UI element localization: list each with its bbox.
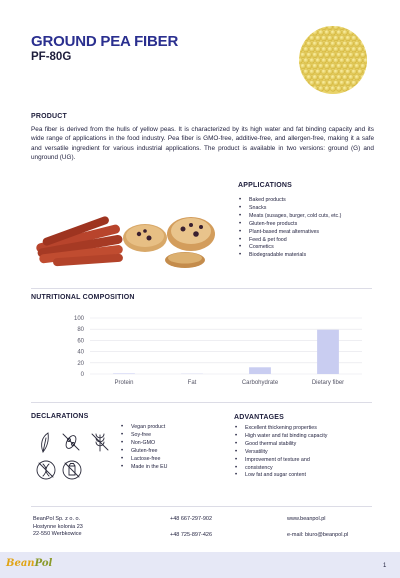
website-link[interactable]: www.beanpol.pl — [287, 516, 326, 522]
chart-bar — [249, 367, 271, 374]
company-name: BeanPol Sp. z o. o. — [33, 516, 81, 522]
list-item: • Lactose-free — [121, 456, 168, 464]
list-item: • Vegan product — [121, 424, 168, 432]
list-item: • Versatility — [235, 449, 327, 457]
section-divider — [31, 402, 372, 403]
nutrition-bar-chart — [42, 308, 372, 394]
list-item: • Snacks — [239, 205, 341, 213]
product-description: Pea fiber is derived from the hulls of yellow peas. It is characterized by its high water and fat binding capacity and its wide range of applications in the food industry. Pea fiber is GMO-free, additive-free, and allergen-free, making it a safe and versatile ingredient for various industrial applications. The product is available in two versions: ground (G) and unground (UG). — [31, 126, 374, 162]
lactose-free-icon — [63, 461, 81, 479]
company-address — [33, 516, 83, 539]
y-tick-label: 20 — [77, 360, 84, 367]
chart-bar — [317, 330, 339, 374]
x-tick-label: Fat — [187, 380, 197, 386]
declarations-heading: DECLARATIONS — [31, 413, 89, 420]
x-tick-label: Protein — [114, 380, 134, 386]
non-gmo-icon — [37, 461, 55, 479]
list-item: • Good thermal stability — [235, 441, 327, 449]
y-tick-label: 80 — [77, 327, 84, 334]
phone-1[interactable]: +48 667-297-902 — [170, 516, 213, 522]
page-number: 1 — [383, 563, 387, 569]
leaf-icon — [42, 433, 49, 452]
list-item: • Gluten-free products — [239, 221, 341, 229]
list-item: • Gluten-free — [121, 448, 168, 456]
company-city: 22-550 Werbkowice — [33, 531, 82, 537]
list-item: • High water and fat binding capacity — [235, 433, 327, 441]
sausages-illustration — [35, 215, 123, 266]
beanpol-logo — [6, 558, 52, 569]
declarations-list — [121, 424, 168, 471]
list-item: • Improvement of texture and — [235, 457, 327, 465]
y-tick-label: 100 — [73, 316, 84, 322]
list-item: • Feed & pet food — [239, 237, 341, 245]
section-divider — [31, 506, 372, 507]
list-item: • Biodegradable materials — [239, 252, 341, 260]
list-item: • Plant-based meat alternatives — [239, 229, 341, 237]
product-heading: PRODUCT — [31, 113, 68, 120]
list-item: • Cosmetics — [239, 244, 341, 252]
y-tick-label: 0 — [80, 372, 84, 378]
company-street: Hostynne kolonia 23 — [33, 523, 83, 530]
x-tick-label: Carbohydrate — [241, 380, 279, 386]
gluten-free-icon — [92, 434, 108, 451]
yellow-peas-image — [297, 24, 369, 96]
list-item: • consistency — [235, 465, 327, 473]
list-item: • Excellent thickening properties — [235, 425, 327, 433]
section-divider — [31, 288, 372, 289]
list-item: • Baked products — [239, 197, 341, 205]
footer-band — [0, 552, 400, 578]
list-item: • Non-GMO — [121, 440, 168, 448]
advantages-list — [235, 425, 327, 480]
declaration-icons — [34, 430, 116, 482]
applications-list — [239, 197, 341, 260]
y-tick-label: 60 — [77, 338, 84, 345]
list-item: • Meats (susages, burger, cold cuts, etc.) — [239, 213, 341, 221]
list-item: • Soy-free — [121, 432, 168, 440]
list-item: • Made in the EU — [121, 464, 168, 472]
applications-heading: APPLICATIONS — [238, 182, 292, 189]
email-link[interactable]: e-mail: biuro@beanpol.pl — [287, 532, 349, 538]
logo-text-pol: Pol — [34, 558, 53, 569]
nutrition-heading: NUTRITIONAL COMPOSITION — [31, 294, 135, 301]
chart-bar — [113, 373, 135, 374]
x-tick-label: Dietary fiber — [311, 380, 345, 386]
soy-free-icon — [63, 434, 79, 450]
sausages-and-cookies-image — [33, 198, 218, 270]
y-tick-label: 40 — [77, 349, 84, 356]
logo-text-bean: Bean — [6, 558, 35, 569]
advantages-heading: ADVANTAGES — [234, 414, 284, 421]
list-item: • Low fat and sugar content — [235, 472, 327, 480]
page-title: GROUND PEA FIBER — [31, 33, 179, 50]
product-code: PF-80G — [31, 51, 72, 63]
cookies-illustration — [123, 217, 215, 268]
phone-2[interactable]: +48 725-897-426 — [170, 532, 213, 538]
